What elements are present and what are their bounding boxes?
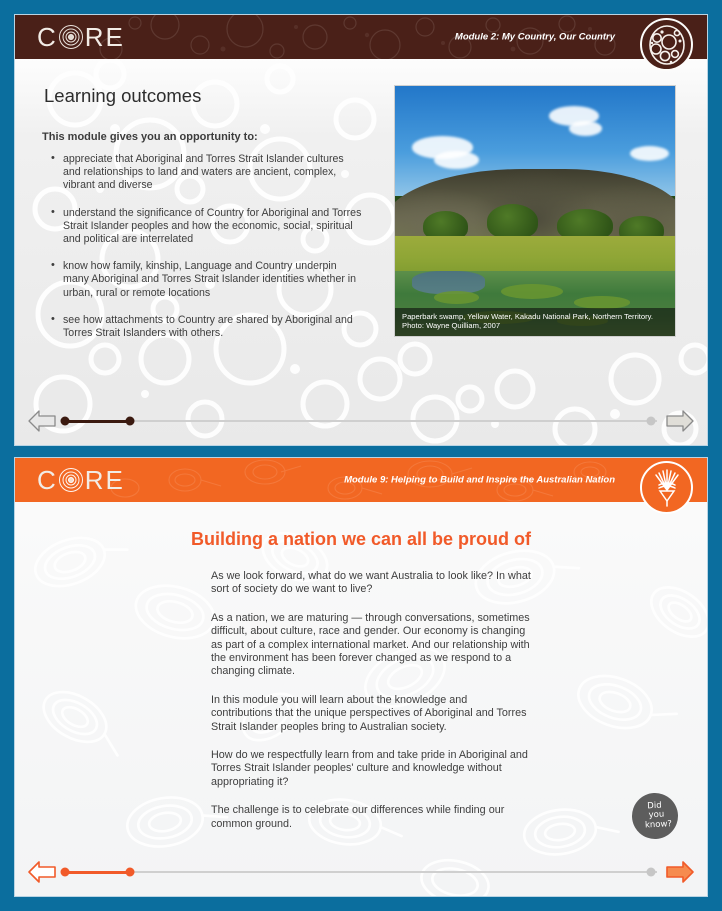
- progress-dot-start[interactable]: [61, 868, 70, 877]
- photo-caption-line-2: Photo: Wayne Quilliam, 2007: [402, 321, 501, 331]
- learning-outcomes-lead: This module gives you an opportunity to:: [42, 131, 258, 143]
- navigation-bar-module-2: [15, 397, 707, 445]
- paragraph: In this module you will learn about the knowledge and contributions that the unique perspectives of Aboriginal and Torres Strait Islander peoples bring to Australian society.: [211, 693, 527, 733]
- list-item: • see how attachments to Country are shared by Aboriginal and Torres Strait Islanders with others.: [49, 314, 363, 340]
- did-you-know-badge[interactable]: [631, 792, 679, 840]
- badge-line-2: you: [648, 809, 665, 821]
- body-copy-module-9: [211, 570, 531, 846]
- progress-line: [65, 420, 657, 422]
- logo-letter-c: C: [37, 21, 58, 52]
- page-title-learning-outcomes: Learning outcomes: [44, 85, 202, 106]
- photo-open-water: [412, 271, 485, 294]
- progress-fill: [65, 871, 130, 874]
- slide-body-module-9: [15, 502, 707, 896]
- badge-line-3: know?: [644, 818, 673, 831]
- core-logo-module-2[interactable]: [37, 22, 125, 53]
- slide-module-2: [14, 14, 708, 446]
- progress-dot-end[interactable]: [647, 417, 656, 426]
- list-item: • understand the significance of Country for Aboriginal and Torres Strait Islander peoples and how the economic, social, spiritual and political are interrelated: [49, 207, 363, 247]
- progress-dot-current[interactable]: [126, 417, 135, 426]
- header-bar-module-2: [15, 15, 707, 59]
- list-item: • know how family, kinship, Language and Country underpin many Aboriginal and Torres Strait Islander identities whether in urban, rural or remote locations: [49, 260, 363, 300]
- paragraph: As we look forward, what do we want Australia to look like? In what sort of society do we want to live?: [211, 570, 531, 596]
- paragraph: As a nation, we are maturing — through conversations, sometimes difficult, about culture, race and gender. Our economy is changing as part of a complex international market. And our relationship with the environment has been forever changed as we respond to a changing climate.: [211, 611, 530, 678]
- photo-caption-line-1: Paperbark swamp, Yellow Water, Kakadu National Park, Northern Territory.: [402, 311, 653, 321]
- navigation-bar-module-9: [15, 848, 707, 896]
- paragraph: The challenge is to celebrate our differences while finding our common ground.: [211, 804, 505, 830]
- list-item: • appreciate that Aboriginal and Torres Strait Islander cultures and relationships to land and waters are ancient, complex, vibrant and diverse: [49, 153, 363, 193]
- photo-cloud: [569, 121, 603, 136]
- fingerprint-o-icon: [59, 468, 84, 493]
- progress-fill: [65, 420, 130, 423]
- progress-line: [65, 871, 657, 873]
- banksia-emblem-icon: [640, 461, 693, 514]
- learning-outcomes-list: [49, 153, 363, 354]
- slide-body-module-2: [15, 59, 707, 445]
- slide-module-9: [14, 457, 708, 897]
- photo-lilypads: [501, 284, 563, 299]
- page-title-building-a-nation: Building a nation we can all be proud of: [190, 529, 531, 549]
- logo-letter-c: C: [37, 464, 58, 495]
- logo-letters-re: RE: [84, 21, 125, 52]
- badge-line-1: Did: [647, 800, 662, 812]
- logo-letters-re: RE: [84, 464, 125, 495]
- module-label-module-2: Module 2: My Country, Our Country: [454, 31, 615, 43]
- fingerprint-o-icon: [59, 25, 84, 50]
- core-logo-module-9[interactable]: [37, 465, 125, 496]
- photo-cloud: [434, 151, 479, 169]
- photo-lilypads: [574, 296, 630, 309]
- slide-progress-track[interactable]: [65, 411, 657, 431]
- progress-dot-start[interactable]: [61, 417, 70, 426]
- photo-lilypads: [434, 291, 479, 304]
- paragraph: How do we respectfully learn from and take pride in Aboriginal and Torres Strait Islander peoples' culture and knowledge without appropriating it?: [211, 749, 528, 788]
- next-slide-arrow-icon[interactable]: [665, 406, 695, 436]
- previous-slide-arrow-icon[interactable]: [27, 857, 57, 887]
- bubbles-emblem-icon: [640, 18, 693, 71]
- slide-content-module-2: [15, 59, 707, 445]
- photo-caption: [395, 308, 675, 336]
- progress-dot-current[interactable]: [126, 868, 135, 877]
- previous-slide-arrow-icon[interactable]: [27, 406, 57, 436]
- slide-progress-track[interactable]: [65, 862, 657, 882]
- module-label-module-9: Module 9: Helping to Build and Inspire the Australian Nation: [344, 474, 615, 486]
- photo-paperbark-swamp: [394, 85, 676, 337]
- slide-content-module-9: [15, 502, 707, 896]
- header-bar-module-9: [15, 458, 707, 502]
- photo-shrub: [487, 204, 537, 239]
- next-slide-arrow-icon[interactable]: [665, 857, 695, 887]
- progress-dot-end[interactable]: [647, 868, 656, 877]
